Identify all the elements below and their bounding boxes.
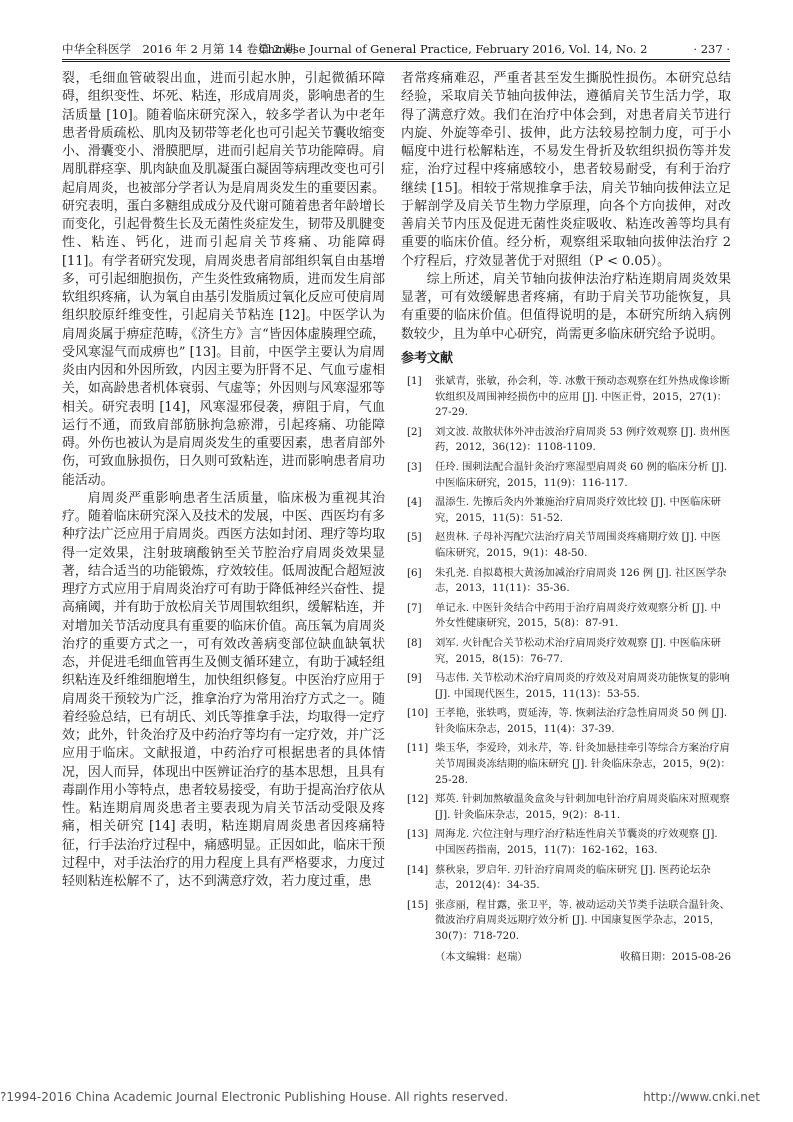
reference-text: 赵贵林. 子母补泻配穴法治疗肩关节周围炎疼痛期疗效 [J]. 中医临床研究，2015，9(1)：48-50.	[435, 531, 721, 559]
reference-text: 柴玉华，李爱玲，刘永芹，等. 针灸加悬挂牵引等综合方案治疗肩关节周围炎冻结期的临床研究 [J]. 针灸临床杂志，2015，9(2)：25-28.	[435, 742, 731, 786]
reference-text: 刘文波. 故散状体外冲击波治疗肩周炎 53 例疗效观察 [J]. 贵州医药，2012，36(12)：1108-1109.	[435, 425, 731, 454]
body-paragraph: 裂，毛细血管破裂出血，进而引起水肿，引起微循环障碍，组织变性、坏死、粘连，形成肩周炎，影响患者的生活质量 [10]。随着临床研究深入，较多学者认为中老年患者骨质疏松、肌肉及韧带等老化也可引起关节囊收缩变小、滑囊变小、滑膜肥厚，进而引起肩关节功能障碍。肩周肌群痉挛、肌肉缺血及肌凝蛋白凝固等病理改变也可引起肩周炎，也被部分学者认为是肩周炎发生的重要因素。研究表明，蛋白多糖组成成分及代谢可随着患者年龄增长而变化，引起骨赘生长及无菌性炎症发生，韧带及肌腱变性、粘连、钙化，进而引起肩关节疼痛、功能障碍 [11]。有学者研究发现，肩周炎患者肩部组织氧自由基增多，可引起细胞损伤，产生炎性致痛物质，进而发生肩部软组织疼痛，认为氧自由基引发脂质过氧化反应可使肩周组织胶原纤维变性，引起肩关节粘连 [12]。中医学认为肩周炎属于痹症范畴，《济生方》言“皆因体虚腠理空疏，受风寒湿气而成痹也” [13]。目前，中医学主要认为肩周炎由内因和外因所致，内因主要为肝肾不足、气血亏虚相关，如高龄患者机体衰弱、气虚等；外因则与风寒湿邪等相关。研究表明 [14]，风寒湿邪侵袭，痹阻于肩，气血运行不通，而致肩部筋脉拘急瘀滞，引起疼痛、功能障碍。外伤也被认为是肩周炎发生的重要因素，患者肩部外伤，可致血脉损伤，日久则可致粘连，进而影响患者肩功能活动。	[62, 71, 385, 488]
reference-number: [9]	[407, 672, 422, 685]
body-paragraph: 综上所述，肩关节轴向拔伸法治疗粘连期肩周炎效果显著，可有效缓解患者疼痛，有助于肩关节功能恢复，具有重要的临床价值。但值得说明的是，本研究所纳入病例数较少，且为单中心研究，尚需更多临床研究给予说明。	[401, 271, 731, 342]
reference-text: 任玲. 围刺法配合温针灸治疗寒湿型肩周炎 60 例的临床分析 [J]. 中医临床研究，2015，11(9)：116-117.	[435, 460, 728, 489]
reference-text: 王孝艳，张轶鸣，贾延涛，等. 恢刺法治疗急性肩周炎 50 例 [J]. 针灸临床杂志，2015，11(4)：37-39.	[435, 707, 728, 735]
reference-number: [1]	[407, 375, 422, 387]
reference-number: [5]	[407, 531, 422, 544]
references-heading: 参考文献	[401, 350, 454, 366]
journal-issue-en: Chinese Journal of General Practice, February 2016, Vol. 14, No. 2 · 237 ·	[258, 42, 730, 56]
body-paragraph: 肩周炎严重影响患者生活质量，临床极为重视其治疗。随着临床研究深入及技术的发展，中医、西医均有多种疗法广泛应用于肩周炎。西医方法如封闭、理疗等均取得一定效果，注射玻璃酸钠至关节腔治疗肩周炎效果显著，结合适当的功能锻炼，疗效较佳。低周波配合超短波理疗方式应用于肩周炎治疗可有助于降低神经兴奋性、提高痛阈，并有助于放松肩关节周围软组织，缓解粘连，并对增加关节活动度具有重要的临床价值。高压氧为肩周炎治疗的重要方式之一，可有效改善病变部位缺血缺氧状态，并促进毛细血管再生及侧支循环建立，有助于减轻组织粘连及纤维细胞增生，加快组织修复。中医治疗应用于肩周炎干预较为广泛，推拿治疗为常用治疗方式之一。随着经验总结，已有胡氏、刘氏等推拿手法，均取得一定疗效；此外，针灸治疗及中药治疗等均有一定疗效，并广泛应用于临床。文献报道，中药治疗可根据患者的具体情况，因人而异，体现出中医辨证治疗的基本思想，且具有毒副作用小等特点，患者较易接受，有助于提高治疗依从性。粘连期肩周炎患者主要表现为肩关节活动受限及疼痛，相关研究 [14] 表明，粘连期肩周炎患者因疼痛特征，行手法治疗过程中，痛感明显。正因如此，临床干预过程中，对手法治疗的用力程度上具有严格要求，力度过轻则粘连松解不了，达不到满意疗效，若力度过重，患	[62, 490, 385, 889]
reference-text: 马志伟. 关节松动术治疗肩周炎的疗效及对肩周炎功能恢复的影响 [J]. 中国现代医生，2015，11(13)：53-55.	[435, 672, 730, 700]
reference-item	[401, 898, 731, 945]
reference-item	[401, 671, 731, 702]
reference-number: [3]	[407, 460, 422, 473]
body-paragraph: 者常疼痛难忍，严重者甚至发生撕脱性损伤。本研究总结经验，采取肩关节轴向拔伸法，遵循肩关节生活力学，取得了满意疗效。我们在治疗中体会到，对患者肩关节进行内旋、外旋等牵引、拔伸，此方法较易控制力度，可于小幅度中进行松解粘连，不易发生骨折及软组织损伤等并发症，治疗过程中疼痛感较小，患者较易耐受，有利于治疗继续 [15]。相较于常规推拿手法，肩关节轴向拔伸法立足于解剖学及肩关节生物力学原理，向各个方向拔伸，对改善肩关节内压及促进无菌性炎症吸收、粘连改善等均具有重要的临床价值。经分析，观察组采取轴向拔伸法治疗 2 个疗程后，疗效显著优于对照组（P < 0.05）。	[401, 71, 731, 269]
reference-text: 朱孔尧. 自拟葛根大黄汤加减治疗肩周炎 126 例 [J]. 社区医学杂志，2013，11(11)：35-36.	[435, 566, 727, 595]
reference-item	[401, 566, 731, 597]
reference-text: 张斌青，张敏，孙会利，等. 冰敷干预动态观察在红外热成像诊断软组织及周围神经损伤中的应用 [J]. 中医正骨，2015，27(1)：27-29.	[435, 375, 730, 419]
reference-item	[401, 601, 731, 632]
received-date: 收稿日期：2015-08-26	[620, 950, 731, 963]
reference-item	[401, 425, 731, 456]
reference-item	[401, 530, 731, 561]
page-number: · 237 ·	[693, 42, 730, 56]
reference-number: [11]	[407, 742, 429, 755]
reference-number: [2]	[407, 425, 422, 438]
article-footer	[401, 949, 731, 965]
reference-item	[401, 827, 731, 858]
reference-item	[401, 636, 731, 667]
reference-text: 蔡秋泉，罗启年. 刃针治疗肩周炎的临床研究 [J]. 医药论坛杂志，2012(4)：34-35.	[435, 863, 711, 892]
copyright-text: ?1994-2016 China Academic Journal Electronic Publishing House. All rights reserved.	[0, 1090, 509, 1104]
reference-number: [7]	[407, 601, 422, 614]
reference-item	[401, 460, 731, 491]
reference-number: [6]	[407, 566, 422, 579]
header-rule	[62, 59, 730, 60]
left-column	[62, 70, 385, 1078]
reference-text: 单记永. 中医针灸结合中药用于治疗肩周炎疗效观察分析 [J]. 中外女性健康研究，2015，5(8)：87-91.	[435, 601, 721, 630]
reference-text: 温添生. 先擦后灸内外兼施治疗肩周炎疗效比较 [J]. 中医临床研究，2015，11(5)：51-52.	[435, 496, 721, 524]
reference-list	[401, 374, 731, 945]
right-column	[401, 70, 731, 965]
reference-text: 郑英. 针刺加熬敏温灸盒灸与针刺加电针治疗肩周炎临床对照观察 [J]. 针灸临床杂志，2015，9(2)：8-11.	[435, 793, 730, 821]
reference-number: [12]	[407, 793, 429, 806]
reference-item	[401, 706, 731, 737]
reference-item	[401, 863, 731, 894]
editor-note: （本文编辑：赵瑞）	[435, 950, 528, 963]
reference-number: [13]	[407, 828, 429, 841]
reference-text: 刘军. 火针配合关节松动术治疗肩周炎疗效观察 [J]. 中医临床研究，2015，8(15)：76-77.	[435, 636, 721, 665]
reference-item	[401, 495, 731, 526]
reference-number: [8]	[407, 636, 422, 649]
reference-item	[401, 741, 731, 788]
journal-issue-cn: 中华全科医学 2016 年 2 月第 14 卷第 2 期	[62, 42, 296, 56]
header-rule-double	[62, 61, 730, 62]
reference-number: [14]	[407, 863, 429, 876]
reference-number: [10]	[407, 707, 429, 720]
reference-text: 张彦丽，程甘露，张卫平，等. 被动运动关节类手法联合温针灸、微波治疗肩周炎远期疗效分析 [J]. 中国康复医学杂志，2015，30(7)：718-720.	[435, 898, 730, 942]
cnki-link[interactable]: http://www.cnki.net	[643, 1090, 760, 1104]
reference-number: [15]	[407, 898, 429, 911]
reference-text: 周海龙. 穴位注射与理疗治疗粘连性肩关节囊炎的疗效观察 [J]. 中国医药指南，2015，11(7)：162-162，163.	[435, 828, 718, 857]
page-header	[62, 40, 730, 62]
reference-item	[401, 374, 731, 421]
reference-item	[401, 792, 731, 823]
reference-number: [4]	[407, 496, 422, 509]
